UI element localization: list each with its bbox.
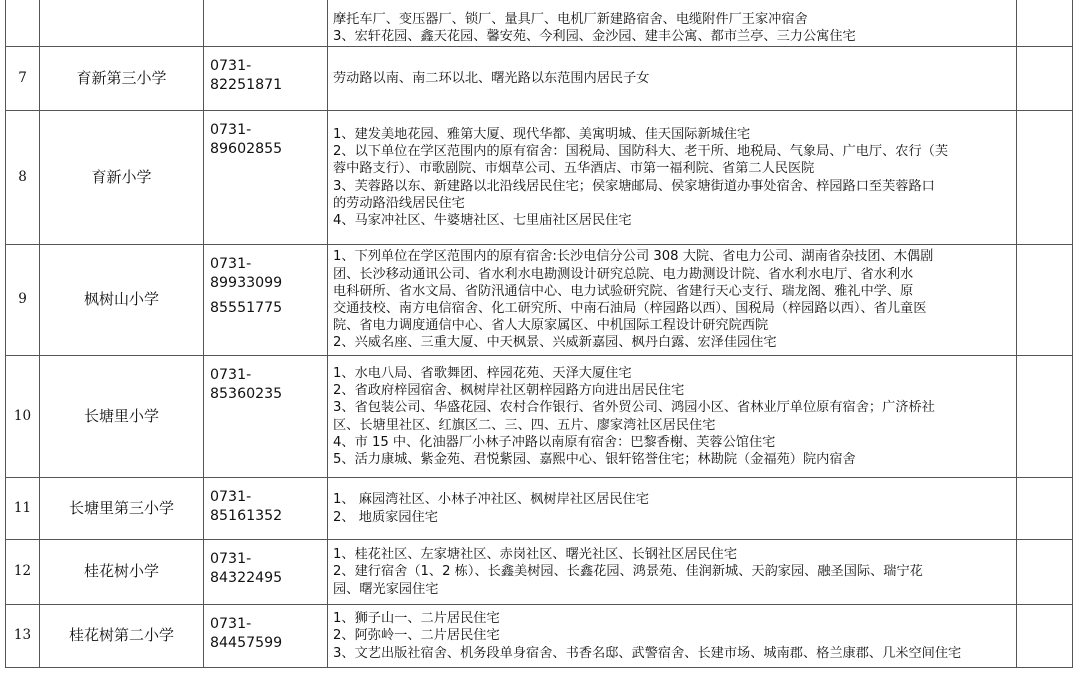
area-line: 3、宏轩花园、鑫天花园、馨安苑、今利园、金沙园、建丰公寓、都市兰亭、三力公寓住宅 bbox=[333, 28, 856, 44]
area-line: 2、兴威名座、三重大厦、中天枫景、兴威新嘉园、枫丹白露、宏泽佳园住宅 bbox=[333, 335, 777, 351]
district-area-cell bbox=[328, 478, 1017, 540]
area-line: 4、马家冲社区、牛婆塘社区、七里庙社区居民住宅 bbox=[333, 212, 632, 228]
phone-number: 0731-89933099 bbox=[210, 256, 283, 291]
area-line: 3、省包装公司、华盛花园、农村合作银行、省外贸公司、鸿园小区、省林业厅单位原有宿舍；广济桥社 bbox=[333, 400, 935, 416]
table-row bbox=[6, 47, 1073, 111]
district-area-cell bbox=[328, 47, 1017, 111]
school-name: 育新第三小学 bbox=[40, 47, 204, 111]
area-line: 1、建发美地花园、雅第大厦、现代华都、美寓明城、佳天国际新城住宅 bbox=[333, 126, 751, 142]
remarks-cell bbox=[1017, 478, 1073, 540]
phone-number: 0731-82251871 bbox=[210, 58, 283, 93]
phone-cell bbox=[204, 0, 328, 47]
district-area-cell bbox=[328, 540, 1017, 605]
row-number bbox=[6, 0, 40, 47]
table-body bbox=[6, 0, 1073, 668]
phone-number: 0731-84457599 bbox=[210, 616, 283, 651]
remarks-cell bbox=[1017, 540, 1073, 605]
row-number: 8 bbox=[6, 111, 40, 245]
area-line: 1、 麻园湾社区、小林子冲社区、枫树岸社区居民住宅 bbox=[333, 492, 649, 508]
phone-number: 0731-89602855 bbox=[210, 122, 283, 157]
table-row bbox=[6, 540, 1073, 605]
row-number: 9 bbox=[6, 245, 40, 356]
school-name: 桂花树小学 bbox=[40, 540, 204, 605]
area-line: 摩托车厂、变压器厂、锁厂、量具厂、电机厂新建路宿舍、电缆附件厂王家冲宿舍 bbox=[333, 11, 808, 27]
table-row bbox=[6, 605, 1073, 668]
area-line: 4、市 15 中、化油器厂小林子冲路以南原有宿舍：巴黎香榭、芙蓉公馆住宅 bbox=[333, 434, 776, 450]
school-name bbox=[40, 0, 204, 47]
table-row bbox=[6, 478, 1073, 540]
area-line: 2、阿弥岭一、二片居民住宅 bbox=[333, 628, 500, 644]
remarks-cell bbox=[1017, 111, 1073, 245]
row-number: 10 bbox=[6, 356, 40, 478]
phone-cell bbox=[204, 478, 328, 540]
remarks-cell bbox=[1017, 245, 1073, 356]
school-name: 育新小学 bbox=[40, 111, 204, 245]
phone-cell bbox=[204, 245, 328, 356]
area-line: 3、芙蓉路以东、新建路以北沿线居民住宅；侯家塘邮局、侯家塘街道办事处宿舍、梓园路口至芙蓉路口 bbox=[333, 178, 935, 194]
phone-number: 85551775 bbox=[210, 300, 283, 316]
area-line: 2、以下单位在学区范围内的原有宿舍：国税局、国防科大、老干所、地税局、气象局、广电厅、农行（芙 bbox=[333, 144, 949, 160]
phone-cell bbox=[204, 540, 328, 605]
table-row bbox=[6, 245, 1073, 356]
school-name: 长塘里小学 bbox=[40, 356, 204, 478]
district-area-cell bbox=[328, 245, 1017, 356]
district-area-cell bbox=[328, 605, 1017, 668]
district-area-cell bbox=[328, 356, 1017, 478]
phone-cell bbox=[204, 605, 328, 668]
area-line: 2、省政府梓园宿舍、枫树岸社区朝梓园路方向进出居民住宅 bbox=[333, 383, 685, 399]
table-row bbox=[6, 0, 1073, 47]
phone-cell bbox=[204, 47, 328, 111]
row-number: 13 bbox=[6, 605, 40, 668]
area-line: 1、下列单位在学区范围内的原有宿舍:长沙电信分公司 308 大院、省电力公司、湖南省杂技团、木偶剧 bbox=[333, 249, 934, 265]
phone-number: 0731-85360235 bbox=[210, 367, 283, 402]
table-row bbox=[6, 111, 1073, 245]
area-line: 交通技校、南方电信宿舍、化工研究所、中南石油局（梓园路以西）、国税局（梓园路以西）、省儿童医 bbox=[333, 301, 927, 316]
row-number: 11 bbox=[6, 478, 40, 540]
remarks-cell bbox=[1017, 356, 1073, 478]
area-line: 3、文艺出版社宿舍、机务段单身宿舍、书香名邸、武警宿舍、长建市场、城南郡、格兰康郡、几米空间住宅 bbox=[333, 645, 962, 661]
district-area-cell bbox=[328, 111, 1017, 245]
area-line: 电科研所、省水文局、省防汛通信中心、电力试验研究院、省建行天心支行、瑞龙阁、雅礼中学、原 bbox=[333, 283, 914, 299]
row-number: 12 bbox=[6, 540, 40, 605]
school-name: 桂花树第二小学 bbox=[40, 605, 204, 668]
remarks-cell bbox=[1017, 0, 1073, 47]
phone-number: 0731-84322495 bbox=[210, 551, 283, 586]
area-line: 1、水电八局、省歌舞团、梓园花苑、天泽大厦住宅 bbox=[333, 365, 632, 381]
area-line: 区、长塘里社区、红旗区二、三、四、五片、廖家湾社区居民住宅 bbox=[333, 417, 716, 433]
area-line: 的劳动路沿线居民住宅 bbox=[333, 195, 465, 211]
area-line: 蓉中路支行）、市歌剧院、市烟草公司、五华酒店、市第一福利院、省第二人民医院 bbox=[333, 161, 815, 177]
remarks-cell bbox=[1017, 47, 1073, 111]
area-line: 1、桂花社区、左家塘社区、赤岗社区、曙光社区、长钢社区居民住宅 bbox=[333, 547, 738, 563]
phone-cell bbox=[204, 111, 328, 245]
phone-number: 0731-85161352 bbox=[210, 489, 283, 524]
area-line: 园、曙光家园住宅 bbox=[333, 581, 439, 597]
phone-cell bbox=[204, 356, 328, 478]
area-line: 团、长沙移动通讯公司、省水利水电勘测设计研究总院、电力勘测设计院、省水利水电厅、省水利水 bbox=[333, 266, 914, 282]
school-district-table bbox=[5, 0, 1073, 668]
area-line: 2、建行宿舍（1、2 栋）、长鑫美树园、长鑫花园、鸿景苑、佳润新城、天韵家园、融圣国际、瑞宁花 bbox=[333, 564, 923, 580]
school-name: 枫树山小学 bbox=[40, 245, 204, 356]
area-line: 1、狮子山一、二片居民住宅 bbox=[333, 611, 500, 627]
table-row bbox=[6, 356, 1073, 478]
area-line: 5、活力康城、紫金苑、君悦紫园、嘉熙中心、银轩铭誉住宅；林勘院（金福苑）院内宿舍 bbox=[333, 451, 856, 467]
remarks-cell bbox=[1017, 605, 1073, 668]
area-line: 2、 地质家园住宅 bbox=[333, 509, 438, 525]
area-line: 劳动路以南、南二环以北、曙光路以东范围内居民子女 bbox=[333, 70, 650, 86]
school-name: 长塘里第三小学 bbox=[40, 478, 204, 540]
area-line: 院、省电力调度通信中心、省人大原家属区、中机国际工程设计研究院西院 bbox=[333, 318, 769, 334]
row-number: 7 bbox=[6, 47, 40, 111]
district-area-cell bbox=[328, 0, 1017, 47]
